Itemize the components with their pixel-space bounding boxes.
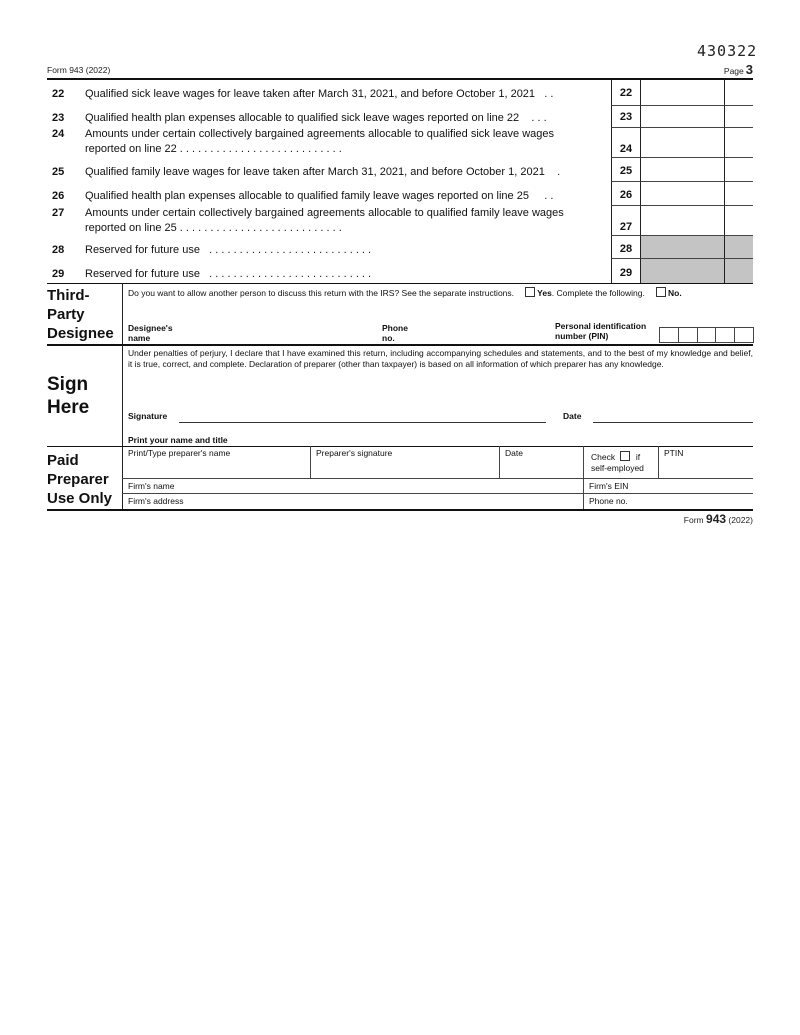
line-number: 27: [52, 207, 65, 219]
title-line: Designee: [47, 325, 114, 342]
perjury-declaration: Under penalties of perjury, I declare that I have examined this return, including accompanying schedules and statements, and to the best of my knowledge and belief, it is true, correct, and complete. Declaration of preparer (other than taxpayer) is based on all information of which preparer has any knowledge.: [128, 348, 753, 369]
line-26-cents-input[interactable]: [724, 182, 753, 206]
line-24-cents-input[interactable]: [724, 128, 753, 158]
title-line: Paid: [47, 452, 79, 469]
third-party-designee-title: [47, 286, 114, 343]
line-box-number: 27: [611, 206, 640, 236]
firm-ein-label: Firm's EIN: [589, 481, 629, 491]
pin-digit-1[interactable]: [660, 328, 679, 342]
line-28-cents-shaded: [724, 236, 753, 259]
line-description: [85, 267, 607, 282]
pin-input[interactable]: [659, 327, 754, 343]
footer-form-number: 943: [706, 512, 727, 526]
page-number: 3: [745, 62, 753, 77]
line-description: [85, 87, 607, 102]
form-footer: [684, 512, 753, 526]
designee-name-input[interactable]: [188, 324, 378, 342]
line-27-cents-input[interactable]: [724, 206, 753, 236]
line-text: Amounts under certain collectively bargained agreements allocable to qualified family leave wages: [85, 207, 564, 219]
section-rule: [47, 283, 753, 284]
section-rule: [47, 509, 753, 511]
label-line: no.: [382, 333, 395, 343]
signature-line: [179, 422, 546, 423]
line-27-row: [47, 206, 753, 236]
line-22-cents-input[interactable]: [724, 80, 753, 106]
line-27-amount-input[interactable]: [640, 206, 724, 236]
line-text: Qualified family leave wages for leave taken after March 31, 2021, and before October 1, 2021: [85, 166, 545, 178]
line-25-amount-input[interactable]: [640, 158, 724, 182]
firm-address-field[interactable]: [123, 494, 583, 509]
leader-dots: . . . . . . . . . . . . . . . . . . . . . . . . . . .: [209, 244, 372, 256]
preparer-name-label: Print/Type preparer's name: [128, 448, 231, 458]
page-label: Page: [723, 66, 744, 76]
line-text: Amounts under certain collectively bargained agreements allocable to qualified sick leave wages: [85, 128, 554, 140]
self-employed-check-cell: [584, 449, 658, 478]
line-description: [85, 189, 607, 204]
line-box-number: 25: [611, 158, 640, 182]
form-barcode: 430322: [697, 42, 758, 60]
designee-no-checkbox[interactable]: [656, 287, 666, 297]
line-25-cents-input[interactable]: [724, 158, 753, 182]
self-employed-label: self-employed: [591, 463, 644, 473]
firm-ein-field[interactable]: [584, 479, 753, 493]
line-26-amount-input[interactable]: [640, 182, 724, 206]
line-28-row: [47, 236, 753, 259]
line-text: Reserved for future use: [85, 268, 200, 280]
leader-dots: .: [557, 166, 561, 178]
designee-name-label: [128, 323, 173, 343]
designee-question: Do you want to allow another person to discuss this return with the IRS? See the separate instructions.: [128, 288, 515, 298]
line-description: [85, 111, 607, 126]
line-text: Qualified health plan expenses allocable to qualified family leave wages reported on line 25: [85, 190, 529, 202]
label-line: Phone: [382, 323, 408, 333]
check-if-label: if: [635, 452, 641, 462]
line-28-amount-shaded: [640, 236, 724, 259]
firm-name-label: Firm's name: [128, 481, 175, 491]
title-line: Use Only: [47, 490, 113, 507]
title-line: Third-: [47, 287, 90, 304]
line-box-number: 29: [611, 259, 640, 283]
line-number: 25: [52, 166, 65, 178]
firm-name-field[interactable]: [123, 479, 583, 493]
line-text-continued: reported on line 25: [85, 222, 177, 234]
line-text: Qualified sick leave wages for leave taken after March 31, 2021, and before October 1, 2021: [85, 88, 536, 100]
line-box-number: 28: [611, 236, 640, 259]
title-line: Sign: [47, 374, 89, 395]
title-line: Here: [47, 397, 90, 418]
line-23-amount-input[interactable]: [640, 106, 724, 128]
line-22-amount-input[interactable]: [640, 80, 724, 106]
line-number: 24: [52, 128, 65, 140]
firm-address-label: Firm's address: [128, 496, 184, 506]
line-text: Reserved for future use: [85, 244, 200, 256]
firm-phone-label: Phone no.: [589, 496, 628, 506]
section-rule: [47, 344, 753, 346]
label-line: name: [128, 333, 151, 343]
line-description: [85, 165, 607, 180]
line-number: 29: [52, 268, 65, 280]
line-26-row: [47, 182, 753, 206]
designee-question-row: [128, 287, 753, 299]
leader-dots: . . . . . . . . . . . . . . . . . . . . . . . . . . .: [179, 222, 342, 234]
line-29-amount-shaded: [640, 259, 724, 283]
yes-suffix: . Complete the following.: [551, 288, 645, 298]
line-29-cents-shaded: [724, 259, 753, 283]
signature-input[interactable]: [179, 404, 546, 422]
sign-date-label: Date: [563, 411, 582, 421]
line-description: [85, 206, 607, 236]
preparer-date-label: Date: [505, 448, 523, 458]
section-divider: [122, 345, 123, 446]
yes-label: Yes: [537, 288, 552, 298]
line-24-row: [47, 128, 753, 158]
self-employed-checkbox[interactable]: [620, 451, 630, 461]
sign-date-line: [593, 422, 753, 423]
label-line: number (PIN): [555, 331, 609, 341]
leader-dots: . . . . . . . . . . . . . . . . . . . . . . . . . . .: [209, 268, 372, 280]
firm-phone-field[interactable]: [584, 494, 753, 509]
line-25-row: [47, 158, 753, 182]
line-29-row: [47, 259, 753, 283]
designee-phone-input[interactable]: [405, 324, 550, 342]
line-24-amount-input[interactable]: [640, 128, 724, 158]
line-description: [85, 243, 607, 258]
line-description: [85, 127, 607, 157]
ptin-field[interactable]: [659, 446, 753, 478]
leader-dots: . . .: [531, 112, 547, 124]
line-number: 26: [52, 190, 65, 202]
leader-dots: . .: [544, 88, 554, 100]
preparer-name-field[interactable]: [123, 446, 310, 478]
sign-date-input[interactable]: [593, 404, 753, 422]
line-box-number: 22: [611, 80, 640, 106]
preparer-signature-label: Preparer's signature: [316, 448, 393, 458]
paid-preparer-title: [47, 451, 112, 508]
label-line: Designee's: [128, 323, 173, 333]
no-label: No.: [668, 288, 682, 298]
line-box-number: 26: [611, 182, 640, 206]
line-box-number: 23: [611, 106, 640, 128]
signature-label: Signature: [128, 411, 168, 421]
pin-digit-4[interactable]: [716, 328, 735, 342]
leader-dots: . . . . . . . . . . . . . . . . . . . . . . . . . . .: [179, 143, 342, 155]
preparer-signature-field[interactable]: [311, 446, 499, 478]
check-label: Check: [591, 452, 616, 462]
line-number: 28: [52, 244, 65, 256]
title-line: Preparer: [47, 471, 109, 488]
label-line: Personal identification: [555, 321, 647, 331]
pin-digit-3[interactable]: [698, 328, 717, 342]
footer-year: (2022): [728, 515, 753, 525]
line-number: 22: [52, 88, 65, 100]
form-identifier: Form 943 (2022): [47, 65, 111, 75]
print-name-input[interactable]: [240, 430, 753, 445]
sign-here-title: [47, 373, 89, 419]
line-22-row: [47, 80, 753, 106]
designee-yes-checkbox[interactable]: [525, 287, 535, 297]
ptin-label: PTIN: [664, 448, 684, 458]
line-box-number: 24: [611, 128, 640, 158]
line-number: 23: [52, 112, 65, 124]
print-name-label: Print your name and title: [128, 435, 228, 445]
pin-digit-5[interactable]: [735, 328, 753, 342]
pin-label: [555, 321, 646, 341]
title-line: Party: [47, 306, 85, 323]
footer-form-word: Form: [683, 515, 704, 525]
line-23-cents-input[interactable]: [724, 106, 753, 128]
leader-dots: . .: [544, 190, 554, 202]
line-text-continued: reported on line 22: [85, 143, 177, 155]
section-divider: [122, 283, 123, 345]
pin-digit-2[interactable]: [679, 328, 698, 342]
preparer-date-field[interactable]: [500, 446, 583, 478]
page-indicator: [724, 62, 753, 77]
line-text: Qualified health plan expenses allocable to qualified sick leave wages reported on line 22: [85, 112, 520, 124]
line-23-row: [47, 106, 753, 128]
